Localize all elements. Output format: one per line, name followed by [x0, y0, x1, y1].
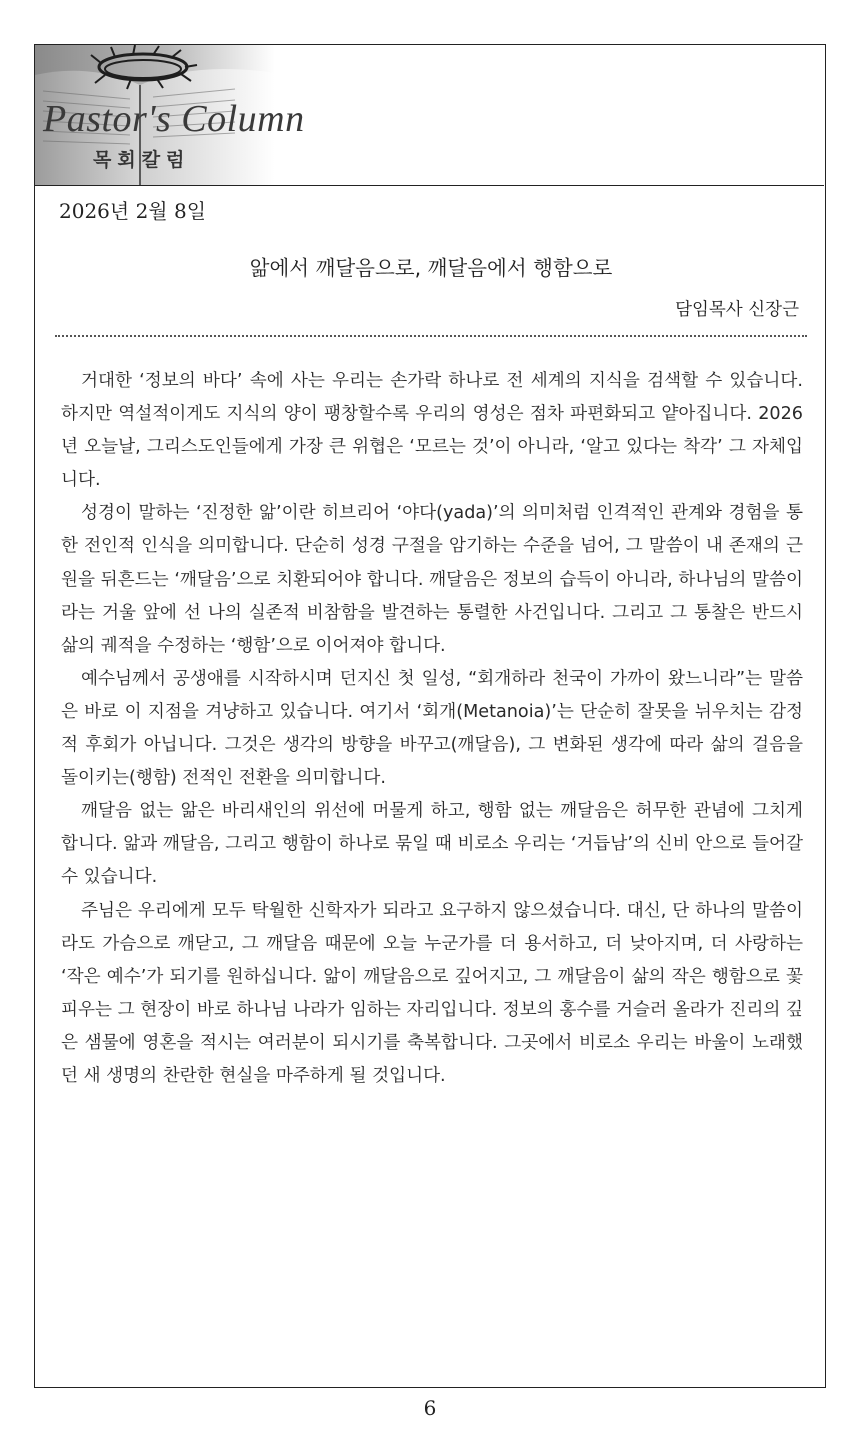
article-paragraph: 예수님께서 공생애를 시작하시며 던지신 첫 일성, “회개하라 천국이 가까이 왔느니라”는 말씀은 바로 이 지점을 겨냥하고 있습니다. 여기서 ‘회개(Metanoia)’는 단순히 잘못을 뉘우치는 감정적 후회가 아닙니다. 그것은 생각의 방향을 바꾸고(깨달음), 그 변화된 생각에 따라 삶의 걸음을 돌이키는(행함) 전적인 전환을 의미합니다. [61, 668, 803, 789]
article-body [61, 365, 803, 1093]
column-header [35, 45, 824, 186]
column-frame [34, 44, 826, 1388]
page-number: 6 [423, 1396, 437, 1420]
article-title: 앎에서 깨달음으로, 깨달음에서 행함으로 [249, 256, 613, 280]
article-paragraph: 깨달음 없는 앎은 바리새인의 위선에 머물게 하고, 행함 없는 깨달음은 허무한 관념에 그치게 합니다. 앎과 깨달음, 그리고 행함이 하나로 묶일 때 비로소 우리는 ‘거듭남’의 신비 안으로 들어갈 수 있습니다. [61, 801, 803, 888]
article-author: 담임목사 신장근 [675, 300, 799, 320]
article-paragraph: 성경이 말하는 ‘진정한 앎’이란 히브리어 ‘야다(yada)’의 의미처럼 인격적인 관계와 경험을 통한 전인적 인식을 의미합니다. 단순히 성경 구절을 암기하는 수준을 넘어, 그 말씀이 내 존재의 근원을 뒤흔드는 ‘깨달음’으로 치환되어야 합니다. 깨달음은 정보의 습득이 아니라, 하나님의 말씀이라는 거울 앞에 선 나의 실존적 비참함을 발견하는 통렬한 사건입니다. 그리고 그 통찰은 반드시 삶의 궤적을 수정하는 ‘행함’으로 이어져야 합니다. [61, 503, 803, 656]
article-paragraph: 거대한 ‘정보의 바다’ 속에 사는 우리는 손가락 하나로 전 세계의 지식을 검색할 수 있습니다. 하지만 역설적이게도 지식의 양이 팽창할수록 우리의 영성은 점차 파편화되고 얕아집니다. 2026년 오늘날, 그리스도인들에게 가장 큰 위협은 ‘모르는 것’이 아니라, ‘알고 있다는 착각’ 그 자체입니다. [61, 371, 803, 491]
dotted-divider [55, 335, 807, 337]
column-date: 2026년 2월 8일 [59, 199, 207, 223]
column-logo-subtitle: 목회칼럼 [93, 149, 191, 171]
article-paragraph: 주님은 우리에게 모두 탁월한 신학자가 되라고 요구하지 않으셨습니다. 대신, 단 하나의 말씀이라도 가슴으로 깨닫고, 그 깨달음 때문에 오늘 누군가를 더 용서하고, 더 낮아지며, 더 사랑하는 ‘작은 예수’가 되기를 원하십니다. 앎이 깨달음으로 깊어지고, 그 깨달음이 삶의 작은 행함으로 꽃피우는 그 현장이 바로 하나님 나라가 임하는 자리입니다. 정보의 홍수를 거슬러 올라가 진리의 깊은 샘물에 영혼을 적시는 여러분이 되시기를 축복합니다. 그곳에서 비로소 우리는 바울이 노래했던 새 생명의 찬란한 현실을 마주하게 될 것입니다. [61, 900, 803, 1086]
column-logo-title: Pastor's Column [43, 98, 305, 140]
